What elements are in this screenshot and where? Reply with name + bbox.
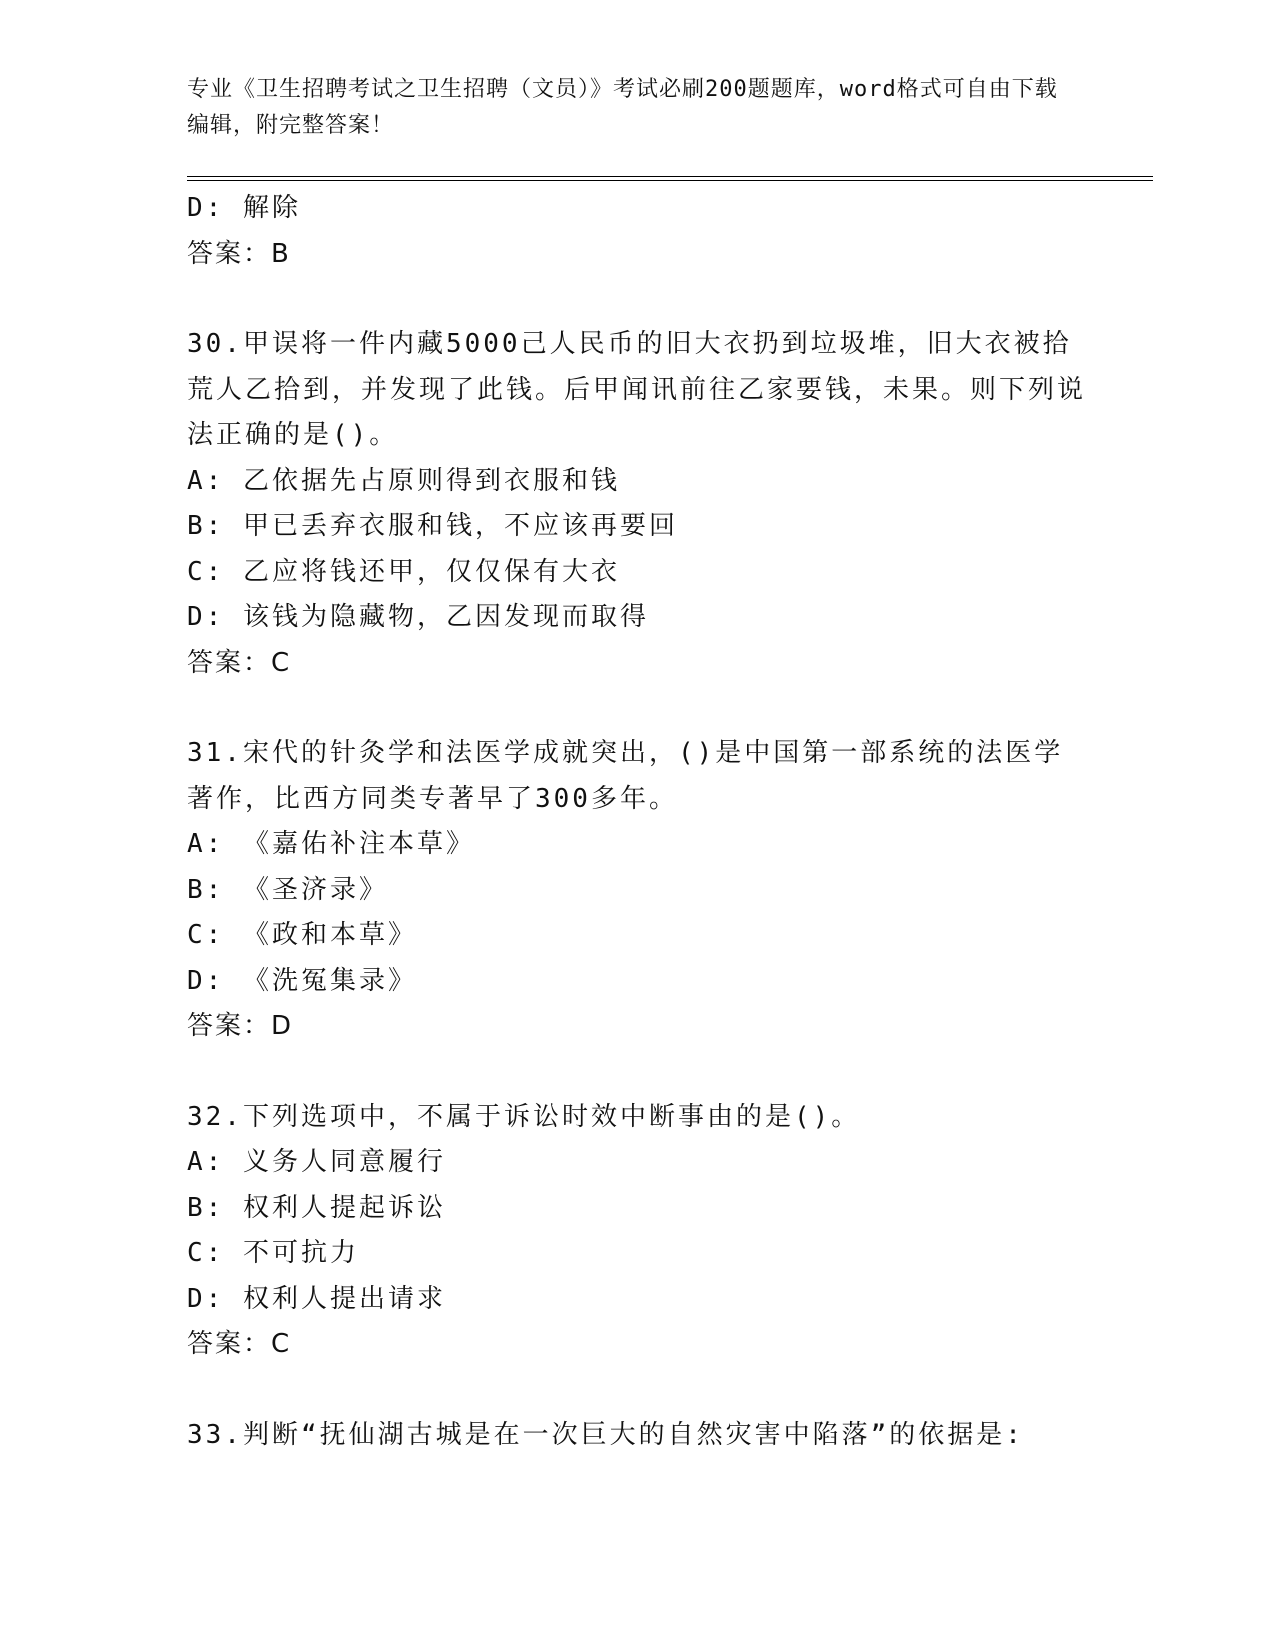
option-c: C: 《政和本草》 bbox=[187, 920, 417, 950]
question-stem: 31.宋代的针灸学和法医学成就突出，()是中国第一部系统的法医学著作，比西方同类专著早了300多年。 bbox=[187, 738, 1064, 814]
option-d: D: 解除 bbox=[187, 193, 301, 223]
question-32 bbox=[187, 1095, 1087, 1368]
question-stem: 33.判断“抚仙湖古城是在一次巨大的自然灾害中陷落”的依据是: bbox=[187, 1419, 1024, 1450]
header-divider bbox=[187, 176, 1153, 181]
option-d: D: 权利人提出请求 bbox=[187, 1283, 446, 1314]
question-33 bbox=[187, 1413, 1087, 1459]
question-stem: 30.甲误将一件内藏5000己人民币的旧大衣扔到垃圾堆，旧大衣被拾荒人乙拾到，并发现了此钱。后甲闻讯前往乙家要钱，未果。则下列说法正确的是()。 bbox=[187, 329, 1087, 450]
partial-question bbox=[187, 186, 1087, 277]
option-c: C: 乙应将钱还甲，仅仅保有大衣 bbox=[187, 556, 620, 587]
option-d: D: 该钱为隐藏物，乙因发现而取得 bbox=[187, 602, 649, 632]
page-header: 专业《卫生招聘考试之卫生招聘（文员）》考试必刷200题题库，word格式可自由下载编辑，附完整答案！ bbox=[187, 77, 1058, 138]
option-a: A: 义务人同意履行 bbox=[187, 1147, 446, 1177]
option-c: C: 不可抗力 bbox=[187, 1238, 359, 1268]
option-b: B: 《圣济录》 bbox=[187, 874, 388, 905]
option-d: D: 《洗冤集录》 bbox=[187, 965, 417, 996]
answer-line: 答案：C bbox=[187, 1329, 292, 1359]
answer-line: 答案：D bbox=[187, 1011, 294, 1041]
answer-line: 答案：C bbox=[187, 647, 292, 678]
question-stem: 32.下列选项中，不属于诉讼时效中断事由的是()。 bbox=[187, 1101, 861, 1132]
option-a: A: 乙依据先占原则得到衣服和钱 bbox=[187, 465, 620, 496]
answer-line: 答案：B bbox=[187, 238, 291, 269]
option-a: A: 《嘉佑补注本草》 bbox=[187, 829, 475, 859]
option-b: B: 甲已丢弃衣服和钱，不应该再要回 bbox=[187, 511, 678, 541]
question-31 bbox=[187, 731, 1087, 1050]
document-body bbox=[187, 186, 1087, 1458]
question-30 bbox=[187, 322, 1087, 686]
option-b: B: 权利人提起诉讼 bbox=[187, 1192, 446, 1223]
